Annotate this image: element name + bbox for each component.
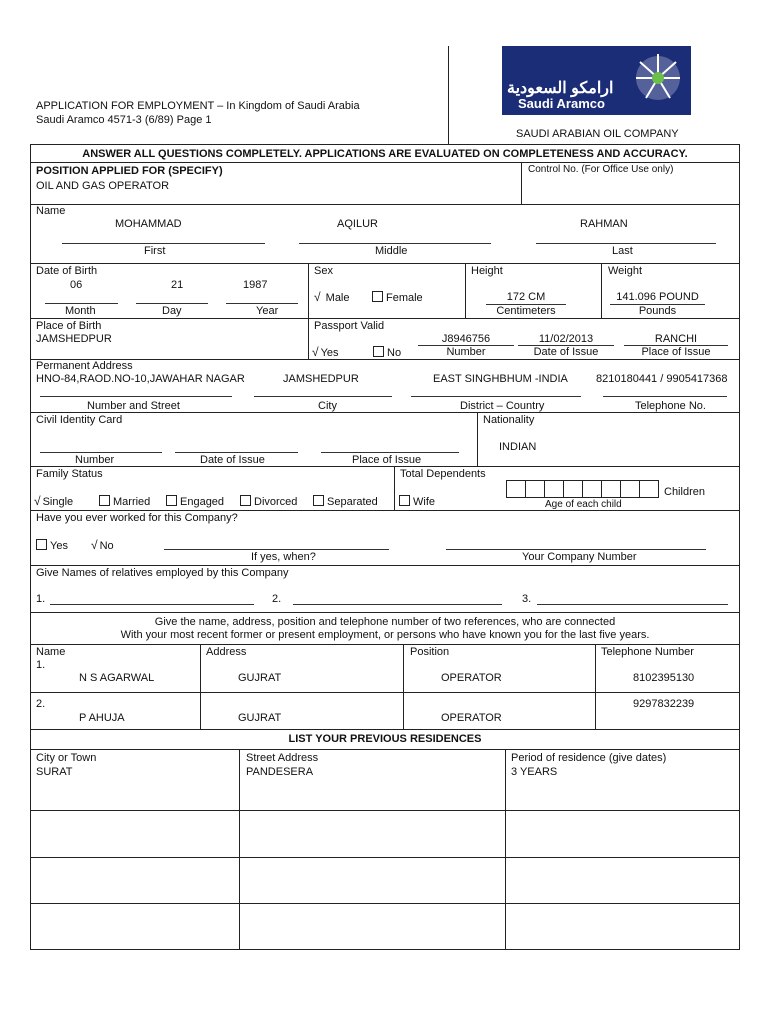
palm-star-icon [628,48,688,108]
middle-name-value[interactable]: AQILUR [337,218,378,230]
ref-header-position: Position [410,646,450,658]
children-label: Children [664,486,705,498]
dob-label: Date of Birth [36,265,98,277]
family-married-option[interactable]: Married [99,495,150,508]
passport-issue-date-value[interactable]: 11/02/2013 [538,333,594,345]
district-country-label: District – Country [460,400,545,412]
ref-address-value[interactable]: GUJRAT [238,672,282,684]
res-street-value[interactable]: PANDESERA [246,766,314,778]
dob-month-value[interactable]: 06 [70,279,83,291]
passport-date-label: Date of Issue [533,346,599,358]
total-dependents-label: Total Dependents [400,468,486,480]
checkbox-icon[interactable] [372,291,383,302]
address-street-value[interactable]: HNO-84,RAOD.NO-10,JAWAHAR NAGAR [36,373,245,385]
passport-place-label: Place of Issue [641,346,711,358]
residences-title: LIST YOUR PREVIOUS RESIDENCES [288,733,482,745]
last-name-value[interactable]: RAHMAN [580,218,628,230]
pounds-label: Pounds [638,305,677,317]
weight-label: Weight [608,265,643,277]
day-label: Day [162,305,182,317]
res-header-city: City or Town [36,752,97,764]
passport-label: Passport Valid [314,320,385,332]
logo-english-text: Saudi Aramco [518,96,605,111]
instructions-banner: ANSWER ALL QUESTIONS COMPLETELY. APPLICATIONS ARE EVALUATED ON COMPLETENESS AND ACCURACY. [82,148,688,160]
ref-position-value[interactable]: OPERATOR [441,672,502,684]
ref-row-number: 2. [36,698,46,710]
ref-name-value[interactable]: P AHUJA [79,712,125,724]
civil-id-date-label: Date of Issue [200,454,265,466]
passport-yes-option[interactable]: √ Yes [312,345,339,359]
check-mark-icon: √ [34,494,41,508]
relative-1-line[interactable] [50,604,254,605]
birthplace-label: Place of Birth [36,320,102,332]
header-divider [448,46,449,144]
address-city-value[interactable]: JAMSHEDPUR [283,373,359,385]
nationality-label: Nationality [483,414,535,426]
family-status-label: Family Status [36,468,103,480]
centimeters-label: Centimeters [496,305,556,317]
res-period-value[interactable]: 3 YEARS [511,766,558,778]
position-value[interactable]: OIL AND GAS OPERATOR [36,180,170,192]
dob-day-value[interactable]: 21 [171,279,184,291]
family-engaged-option[interactable]: Engaged [166,495,224,508]
relatives-label: Give Names of relatives employed by this Company [36,567,289,579]
res-header-period: Period of residence (give dates) [511,752,667,764]
middle-label: Middle [375,245,408,257]
relative-2-label: 2. [272,593,282,605]
passport-number-value[interactable]: J8946756 [441,333,491,345]
family-separated-option[interactable]: Separated [313,495,378,508]
res-city-value[interactable]: SURAT [36,766,73,778]
checkbox-icon[interactable] [99,495,110,506]
checkbox-icon[interactable] [313,495,324,506]
worked-no-option[interactable]: √ No [91,538,114,552]
telephone-label: Telephone No. [635,400,706,412]
logo-arabic-text: ارامكو السعودية [507,80,614,97]
worked-question-label: Have you ever worked for this Company? [36,512,238,524]
references-intro-line1: Give the name, address, position and telephone number of two references, who are connected [154,616,616,628]
passport-no-option[interactable]: No [373,346,401,359]
sex-label: Sex [314,265,333,277]
ref-position-value[interactable]: OPERATOR [441,712,502,724]
birthplace-value[interactable]: JAMSHEDPUR [36,333,112,345]
family-single-option[interactable]: √ Single [34,494,74,508]
height-value[interactable]: 172 CM [506,291,546,303]
dob-year-value[interactable]: 1987 [243,279,268,291]
form-code: Saudi Aramco 4571-3 (6/89) Page 1 [36,114,212,126]
if-yes-when-label: If yes, when? [251,551,316,563]
address-district-value[interactable]: EAST SINGHBHUM -INDIA [433,373,568,385]
ref-header-address: Address [206,646,247,658]
ref-phone-value[interactable]: 8102395130 [633,672,695,684]
relative-3-label: 3. [522,593,532,605]
civil-id-place-label: Place of Issue [352,454,422,466]
ref-header-telephone: Telephone Number [601,646,694,658]
height-label: Height [471,265,503,277]
company-name: SAUDI ARABIAN OIL COMPANY [516,128,679,140]
worked-yes-option[interactable]: Yes [36,539,68,552]
sex-female-option[interactable]: Female [372,291,423,304]
form-title: APPLICATION FOR EMPLOYMENT – In Kingdom of Saudi Arabia [36,100,360,112]
res-header-street: Street Address [246,752,319,764]
control-number-label: Control No. (For Office Use only) [528,164,674,175]
checkbox-icon[interactable] [373,346,384,357]
month-label: Month [65,305,96,317]
first-name-value[interactable]: MOHAMMAD [115,218,182,230]
passport-number-label: Number [446,346,486,358]
saudi-aramco-logo [502,46,691,115]
civil-id-number-label: Number [75,454,115,466]
city-label: City [318,400,337,412]
weight-value[interactable]: 141.096 POUND [616,291,699,303]
relative-3-line[interactable] [537,604,728,605]
age-of-child-label: Age of each child [545,499,622,510]
ref-row-number: 1. [36,659,46,671]
position-label: POSITION APPLIED FOR (SPECIFY) [36,165,223,177]
ref-address-value[interactable]: GUJRAT [238,712,282,724]
dependents-wife-option[interactable]: Wife [399,495,435,508]
year-label: Year [256,305,279,317]
references-intro-line2: With your most recent former or present employment, or persons who have known you for the last five years. [120,629,650,641]
address-label: Permanent Address [36,360,133,372]
sex-male-option[interactable]: √ Male [314,290,350,304]
checkbox-icon[interactable] [166,495,177,506]
address-phone-value[interactable]: 8210180441 / 9905417368 [596,373,728,385]
ref-name-value[interactable]: N S AGARWAL [79,672,155,684]
family-divorced-option[interactable]: Divorced [240,495,297,508]
street-label: Number and Street [87,400,180,412]
checkbox-icon[interactable] [36,539,47,550]
ref-header-name: Name [36,646,66,658]
relative-1-label: 1. [36,593,46,605]
check-mark-icon: √ [91,538,98,552]
name-label: Name [36,205,66,217]
first-label: First [144,245,166,257]
nationality-value[interactable]: INDIAN [499,441,537,453]
check-mark-icon: √ [314,290,321,304]
passport-issue-place-value[interactable]: RANCHI [654,333,698,345]
checkbox-icon[interactable] [240,495,251,506]
civil-id-label: Civil Identity Card [36,414,123,426]
ref-phone-value[interactable]: 9297832239 [633,698,695,710]
checkbox-icon[interactable] [399,495,410,506]
relative-2-line[interactable] [293,604,502,605]
company-number-label: Your Company Number [522,551,637,563]
last-label: Last [612,245,633,257]
check-mark-icon: √ [312,345,319,359]
